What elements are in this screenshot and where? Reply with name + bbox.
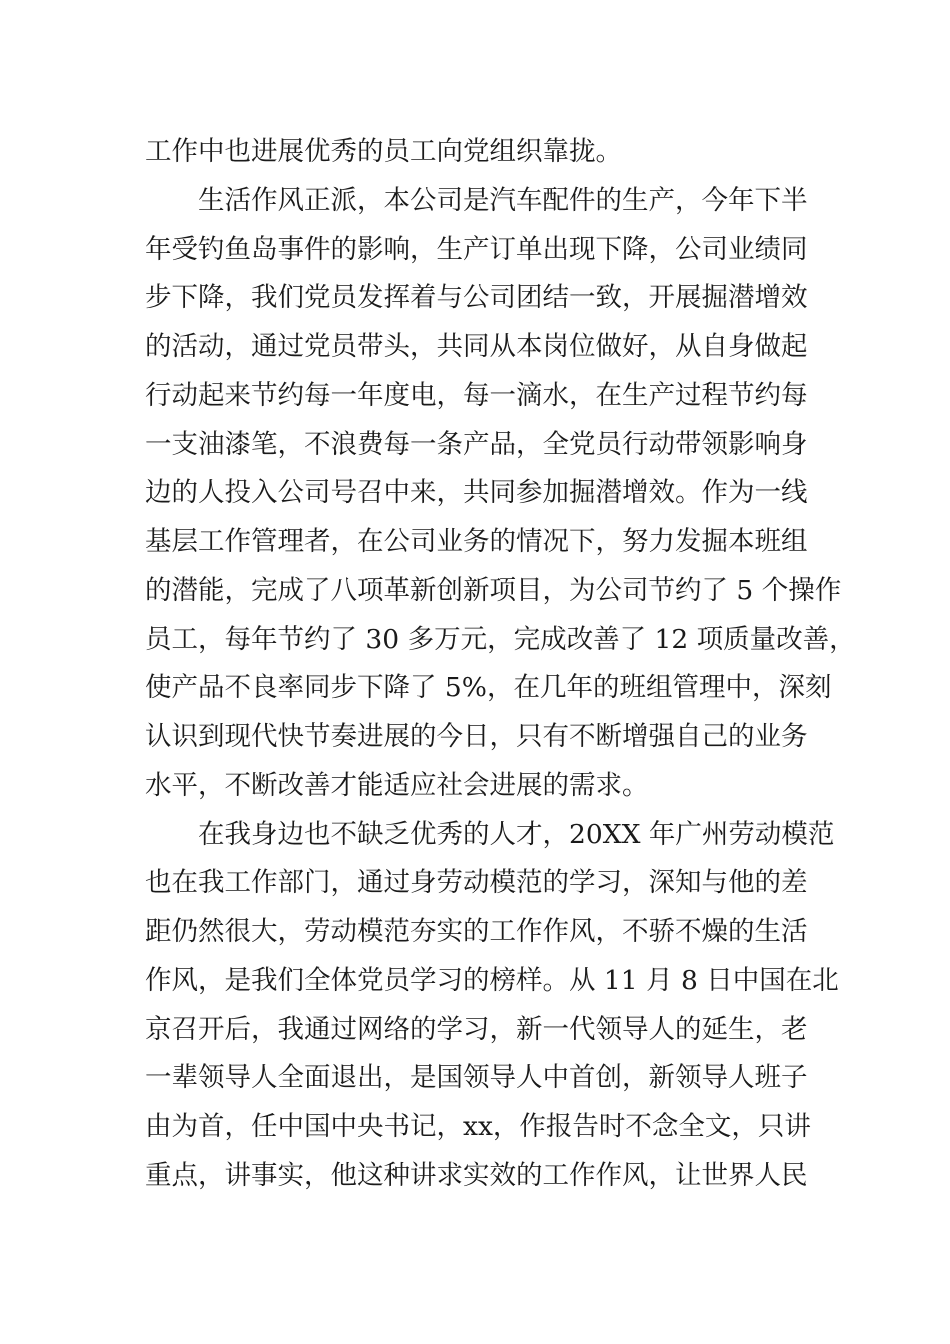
text-line: 年受钓鱼岛事件的影响，生产订单出现下降，公司业绩同 [145, 233, 808, 265]
text-line: 作风，是我们全体党员学习的榜样。从 11 月 8 日中国在北 [145, 964, 839, 996]
text-line: 员工，每年节约了 30 多万元，完成改善了 12 项质量改善， [145, 623, 856, 655]
text-line: 重点，讲事实，他这种讲求实效的工作作风，让世界人民 [145, 1159, 808, 1191]
text-line: 的潜能，完成了八项革新创新项目，为公司节约了 5 个操作 [145, 574, 842, 606]
text-line: 工作中也进展优秀的员工向党组织靠拢。 [145, 136, 622, 167]
text-line: 使产品不良率同步下降了 5%，在几年的班组管理中，深刻 [145, 672, 832, 704]
text-line: 也在我工作部门，通过身劳动模范的学习，深知与他的差 [145, 867, 808, 899]
text-line: 京召开后，我通过网络的学习，新一代领导人的延生，老 [145, 1013, 808, 1045]
text-line: 距仍然很大，劳动模范夯实的工作作风，不骄不燥的生活 [145, 916, 808, 947]
text-line: 生活作风正派，本公司是汽车配件的生产，今年下半 [198, 184, 808, 216]
text-line: 一辈领导人全面退出，是国领导人中首创，新领导人班子 [145, 1062, 808, 1094]
document-body [145, 128, 856, 1201]
text-line: 基层工作管理者，在公司业务的情况下，努力发掘本班组 [145, 526, 808, 557]
text-line: 的活动，通过党员带头，共同从本岗位做好，从自身做起 [145, 331, 808, 362]
text-line: 边的人投入公司号召中来，共同参加掘潜增效。作为一线 [145, 477, 808, 509]
text-line: 行动起来节约每一年度电，每一滴水，在生产过程节约每 [145, 379, 808, 411]
text-line: 步下降，我们党员发挥着与公司团结一致，开展掘潜增效 [145, 282, 808, 314]
text-line: 水平，不断改善才能适应社会进展的需求。 [145, 769, 649, 801]
text-line: 认识到现代快节奏进展的今日，只有不断增强自己的业务 [145, 721, 808, 752]
text-line: 由为首，任中国中央书记，xx，作报告时不念全文，只讲 [145, 1111, 811, 1142]
text-line: 一支油漆笔，不浪费每一条产品，全党员行动带领影响身 [145, 428, 808, 460]
text-line: 在我身边也不缺乏优秀的人才，20XX 年广州劳动模范 [198, 818, 835, 850]
